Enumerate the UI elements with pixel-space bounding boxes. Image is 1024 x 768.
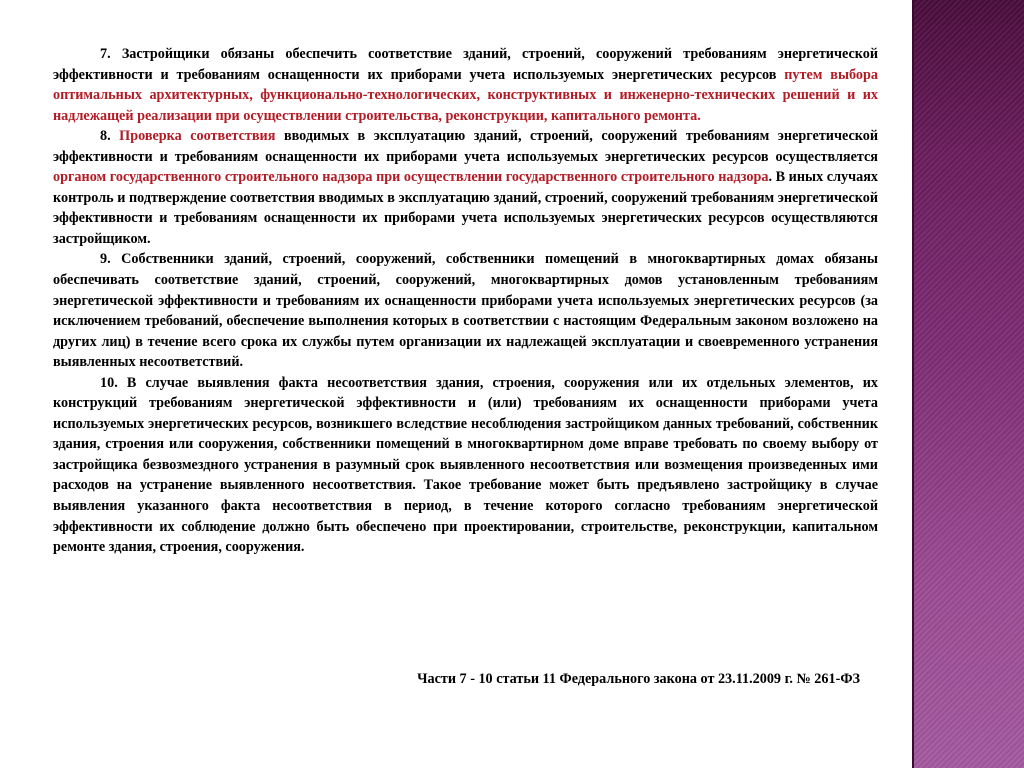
decorative-side-stripe [912, 0, 1024, 768]
paragraph-8-highlight-authority: органом государственного строительного надзора при осуществлении государственного строительного надзора [53, 169, 769, 186]
paragraph-9-text: 9. Собственники зданий, строений, сооружений, собственники помещений в многоквартирных домах обязаны обеспечивать соответствие зданий, строений, сооружений, многоквартирных домов установленным требованиям энергетической эффективности и требованиям их оснащенности приборами учета используемых энергетических ресурсов (за исключением требований, обеспечение выполнения которых в соответствии с настоящим Федеральным законом возложено на других лиц) в течение всего срока их службы путем организации их надлежащей эксплуатации и своевременного устранения выявленных несоответствий. [53, 251, 878, 371]
paragraph-8-number: 8. [100, 128, 120, 145]
paragraph-10 [53, 373, 878, 558]
paragraph-8-text-end: . В иных случаях контроль и подтверждение соответствия вводимых в эксплуатацию зданий, строений, сооружений требованиям энергетической эффективности и требованиям оснащенности их приборами учета используемых энергетических ресурсов осуществляются застройщиком. [53, 169, 878, 247]
paragraph-10-text: 10. В случае выявления факта несоответствия здания, строения, сооружения или их отдельных элементов, их конструкций требованиям энергетической эффективности и (или) требованиям их оснащенности приборами учета используемых энергетических ресурсов, возникшего вследствие несоблюдения застройщиком данных требований, собственник здания, строения или сооружения, собственники помещений в многоквартирном доме вправе требовать по своему выбору от застройщика безвозмездного устранения в разумный срок выявленного несоответствия или возмещения произведенных ими расходов на устранение выявленного несоответствия. Такое требование может быть предъявлено застройщику в случае выявления указанного факта несоответствия в период, в течение которого согласно требованиям энергетической эффективности их соблюдение должно быть обеспечено при проектировании, строительстве, реконструкции, капитальном ремонте здания, строения, сооружения. [53, 374, 878, 556]
paragraph-7 [53, 44, 878, 126]
paragraph-8-text: вводимых в эксплуатацию зданий, строений, сооружений требованиям энергетической эффективности и требованиям оснащенности их приборами учета используемых энергетических ресурсов осуществляется [53, 128, 879, 165]
law-citation: Части 7 - 10 статьи 11 Федерального закона от 23.11.2009 г. № 261-ФЗ [417, 671, 860, 687]
paragraph-9 [53, 249, 878, 372]
paragraph-7-text: 7. Застройщики обязаны обеспечить соответствие зданий, строений, сооружений требованиям энергетической эффективности и требованиям оснащенности их приборами учета используемых энергетических ресурсов [53, 46, 878, 83]
paragraph-7-highlight: путем выбора оптимальных архитектурных, функционально-технологических, конструктивных и инженерно-технических решений и их надлежащей реализации при осуществлении строительства, реконструкции, капитального ремонта. [53, 66, 878, 124]
paragraph-8-highlight-check: Проверка соответствия [119, 128, 276, 145]
paragraph-8 [53, 126, 878, 249]
law-text-block [53, 44, 878, 558]
